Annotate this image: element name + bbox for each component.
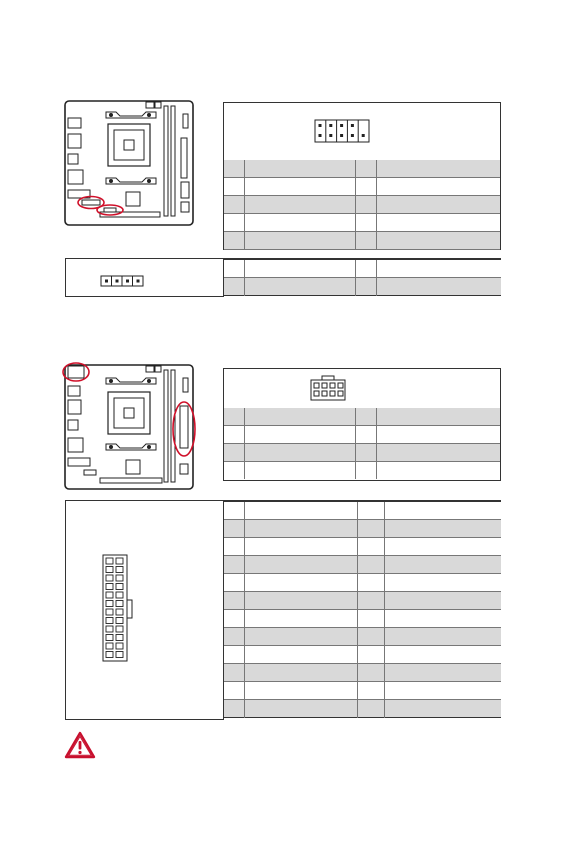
table-row: [224, 278, 501, 296]
table-row: [224, 682, 501, 700]
table-row: [224, 520, 501, 538]
cpu-power-pinout-table: [224, 408, 500, 479]
table-row: [224, 196, 500, 214]
table-row: [224, 260, 501, 278]
small-header-panel: [65, 259, 224, 297]
atx-power-pinout-panel: [65, 501, 224, 720]
table-row: [224, 426, 500, 444]
table-row: [224, 160, 500, 178]
table-row: [224, 574, 501, 592]
table-row: [224, 700, 501, 718]
motherboard-diagram-top: [62, 98, 197, 228]
header-pinout-table: [224, 160, 500, 250]
twenty-four-pin-power-connector-icon: [102, 554, 134, 662]
table-row: [224, 462, 500, 480]
table-row: [224, 646, 501, 664]
atx-power-pinout-table: [224, 502, 501, 718]
table-row: [224, 592, 501, 610]
ten-pin-header-icon: [314, 119, 370, 143]
eight-pin-power-connector-icon: [310, 375, 346, 401]
table-row: [224, 444, 500, 462]
table-row: [224, 628, 501, 646]
table-row: [224, 610, 501, 628]
table-row: [224, 502, 501, 520]
table-row: [224, 556, 501, 574]
motherboard-diagram-bottom: [60, 360, 198, 492]
table-row: [224, 538, 501, 556]
four-pin-header-icon: [100, 275, 144, 287]
table-row: [224, 408, 500, 426]
table-row: [224, 664, 501, 682]
warning-triangle-icon: [64, 731, 96, 759]
table-row: [224, 232, 500, 250]
table-row: [224, 178, 500, 196]
table-row: [224, 214, 500, 232]
small-header-table: [224, 260, 501, 296]
